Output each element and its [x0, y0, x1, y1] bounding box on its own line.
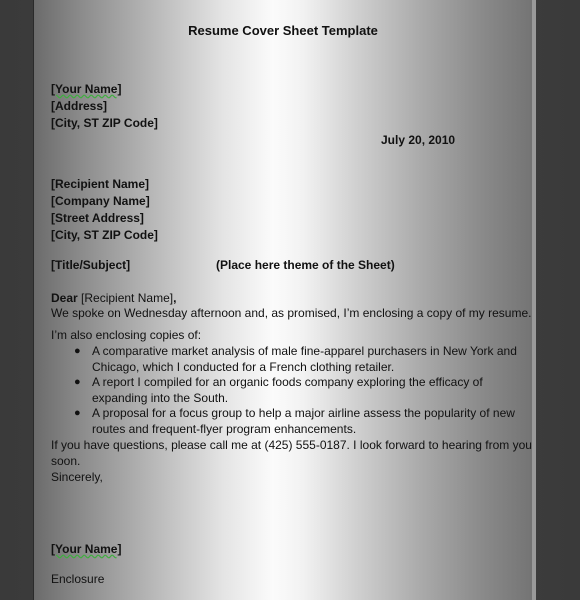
- bullet-1-line-1: A comparative market analysis of male fine-apparel purchasers in New York and: [92, 344, 517, 358]
- bullet-2-line-1: A report I compiled for an organic foods company exploring the efficacy of: [92, 375, 483, 389]
- sender-address: [Address]: [51, 99, 108, 113]
- recipient-street: [Street Address]: [51, 211, 144, 225]
- signoff: Sincerely,: [51, 470, 103, 484]
- subject-theme: (Place here theme of the Sheet): [216, 258, 395, 272]
- recipient-city: [City, ST ZIP Code]: [51, 228, 158, 242]
- subject-label: [Title/Subject]: [51, 258, 131, 272]
- bullet-1-line-2: Chicago, which I conducted for a French clothing retailer.: [92, 360, 395, 374]
- sender-city: [City, ST ZIP Code]: [51, 116, 158, 130]
- bullet-dot: ●: [74, 407, 81, 419]
- bullet-3-line-2: routes and frequent-flyer program enhancements.: [92, 422, 357, 436]
- document-title: Resume Cover Sheet Template: [188, 23, 378, 38]
- letter-date: July 20, 2010: [381, 133, 456, 147]
- signature-name: [Your Name]: [51, 542, 122, 556]
- body-line-1: We spoke on Wednesday afternoon and, as promised, I’m enclosing a copy of my resume.: [51, 306, 532, 320]
- bullet-2-line-2: expanding into the South.: [92, 391, 229, 405]
- recipient-company: [Company Name]: [51, 194, 150, 208]
- bullet-dot: ●: [74, 345, 81, 357]
- closing-line-1: If you have questions, please call me at (425) 555-0187. I look forward to hearing from you: [51, 438, 532, 452]
- page-edge: [532, 0, 536, 600]
- sender-name: [Your Name]: [51, 82, 122, 96]
- document-page: [34, 0, 532, 600]
- closing-line-2: soon.: [51, 454, 81, 468]
- enclosing-intro: I’m also enclosing copies of:: [51, 328, 202, 342]
- salutation: Dear [Recipient Name],: [51, 291, 177, 305]
- enclosure-label: Enclosure: [51, 572, 105, 586]
- bullet-3-line-1: A proposal for a focus group to help a major airline assess the popularity of new: [92, 406, 515, 420]
- recipient-name: [Recipient Name]: [51, 177, 150, 191]
- bullet-dot: ●: [74, 376, 81, 388]
